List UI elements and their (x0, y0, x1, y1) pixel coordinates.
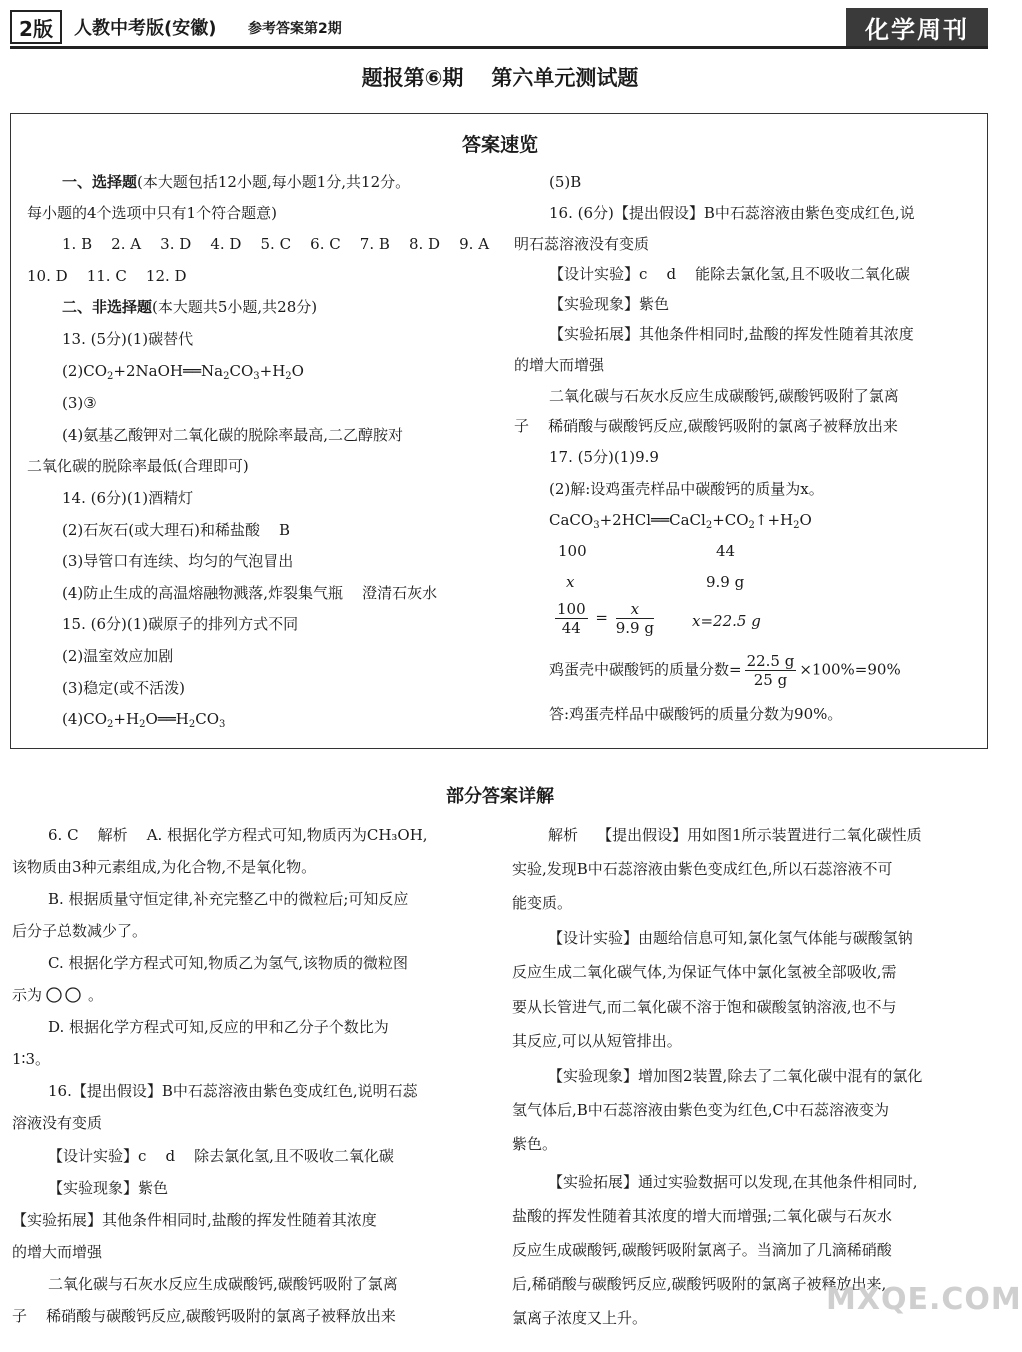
text-line: 子 稀硝酸与碳酸钙反应,碳酸钙吸附的氯离子被释放出来 (12, 1307, 396, 1325)
text-line: (3)导管口有连续、均匀的气泡冒出 (62, 552, 294, 570)
mc-answers-row1: 1. B 2. A 3. D 4. D 5. C 6. C 7. B 8. D 9. A (62, 235, 490, 253)
mc-answers-row2: 10. D 11. C 12. D (27, 267, 187, 285)
text-line: B. 根据质量守恒定律,补充完整乙中的微粒后;可知反应 (48, 890, 409, 908)
proportion-equation: $\frac{100}{44}$ = $\frac{x}{9.9 g}$ (557, 600, 654, 637)
text-line: D. 根据化学方程式可知,反应的甲和乙分子个数比为 (48, 1018, 389, 1036)
text-line: 【设计实验】c d 除去氯化氢,且不吸收二氧化碳 (48, 1147, 394, 1165)
text-line: 解析 【提出假设】用如图1所示装置进行二氧化碳性质 (548, 826, 922, 844)
text-line: 明石蕊溶液没有变质 (514, 235, 650, 253)
stoich-value: 9.9 g (706, 573, 745, 591)
text-line: (4)氨基乙酸钾对二氧化碳的脱除率最高,二乙醇胺对 (62, 426, 404, 444)
text-line: 二氧化碳的脱除率最低(合理即可) (27, 457, 249, 475)
text-line: 每小题的4个选项中只有1个符合题意) (27, 204, 277, 222)
text-line: 【实验拓展】其他条件相同时,盐酸的挥发性随着其浓度 (549, 325, 914, 343)
text-line: 要从长管进气,而二氧化碳不溶于饱和碳酸氢钠溶液,也不与 (512, 998, 897, 1016)
stoich-value: 44 (716, 542, 736, 560)
nonmc-section-heading: 二、非选择题(本大题共5小题,共28分) (62, 298, 318, 316)
title-unit: 第六单元测试题 (491, 66, 639, 90)
text-line: 的增大而增强 (514, 356, 605, 374)
text-line: 17. (5分)(1)9.9 (549, 448, 659, 466)
text-line: 实验,发现B中石蕊溶液由紫色变成红色,所以石蕊溶液不可 (512, 860, 893, 878)
text-line: 能变质。 (512, 894, 573, 912)
edition-label: 人教中考版(安徽) (74, 18, 217, 39)
text-line: 紫色。 (512, 1135, 558, 1153)
text-line: 6. C 解析 A. 根据化学方程式可知,物质丙为CH₃OH, (48, 826, 428, 844)
solution-result: x=22.5 g (692, 612, 761, 630)
text-line: (2)解:设鸡蛋壳样品中碳酸钙的质量为x。 (549, 480, 824, 498)
text-line: (3)稳定(或不活泼) (62, 679, 185, 697)
watermark: MXQE.COM (826, 1282, 1022, 1317)
text-line: (4)防止生成的高温熔融物溅落,炸裂集气瓶 澄清石灰水 (62, 584, 438, 602)
hydrogen-molecule-icon (42, 987, 88, 1003)
text-line: 溶液没有变质 (12, 1114, 103, 1132)
text-line: (3)③ (62, 394, 97, 412)
text-line: 的增大而增强 (12, 1243, 103, 1261)
mc-section-heading: 一、选择题(本大题包括12小题,每小题1分,共12分。 (62, 173, 411, 191)
text-line: 该物质由3种元素组成,为化合物,不是氧化物。 (12, 858, 317, 876)
detail-section-title: 部分答案详解 (446, 786, 554, 807)
text-line: (2)石灰石(或大理石)和稀盐酸 B (62, 521, 291, 539)
text-line: 1∶3。 (12, 1050, 50, 1068)
text-line: 【实验现象】紫色 (549, 295, 670, 313)
answer-overview-title: 答案速览 (461, 134, 538, 156)
text-line: 13. (5分)(1)碳替代 (62, 330, 194, 348)
text-line: 14. (6分)(1)酒精灯 (62, 489, 194, 507)
text-line: 【设计实验】由题给信息可知,氯化氢气体能与碳酸氢钠 (548, 929, 913, 947)
stoich-value: 100 (558, 542, 587, 560)
text-line: 二氧化碳与石灰水反应生成碳酸钙,碳酸钙吸附了氯离 (549, 387, 899, 405)
text-line: 二氧化碳与石灰水反应生成碳酸钙,碳酸钙吸附了氯离 (48, 1275, 398, 1293)
header-rule (10, 46, 988, 49)
text-line: 后分子总数减少了。 (12, 922, 148, 940)
text-line: 【设计实验】c d 能除去氯化氢,且不吸收二氧化碳 (549, 265, 910, 283)
text-line: 【实验拓展】其他条件相同时,盐酸的挥发性随着其浓度 (12, 1211, 377, 1229)
text-line: C. 根据化学方程式可知,物质乙为氢气,该物质的微粒图 (48, 954, 409, 972)
text-line: 子 稀硝酸与碳酸钙反应,碳酸钙吸附的氯离子被释放出来 (514, 417, 898, 435)
text-line: 盐酸的挥发性随着其浓度的增大而增强;二氧化碳与石灰水 (512, 1207, 893, 1225)
text-line: 示为 。 (12, 986, 104, 1004)
text-line: 16.【提出假设】B中石蕊溶液由紫色变成红色,说明石蕊 (48, 1082, 418, 1100)
page-title (0, 62, 1000, 92)
equation-line: $(4)CO_2+H_2O══H_2CO_3$ (62, 710, 226, 730)
text-line: 氯离子浓度又上升。 (512, 1309, 648, 1327)
text-line: 【实验拓展】通过实验数据可以发现,在其他条件相同时, (548, 1173, 918, 1191)
equation-line: $(2)CO_2+2NaOH══Na_2CO_3+H_2O$ (62, 362, 304, 382)
text-line: (2)温室效应加剧 (62, 647, 174, 665)
issue-label: 参考答案第2期 (248, 21, 342, 37)
title-issue: 题报第⑥期 (361, 66, 464, 90)
text-line: 【实验现象】紫色 (48, 1179, 169, 1197)
mass-fraction-equation: 鸡蛋壳中碳酸钙的质量分数= $\frac{22.5 g}{25 g}$ ×100%=90% (549, 652, 901, 689)
text-line: 氢气体后,B中石蕊溶液由紫色变为红色,C中石蕊溶液变为 (512, 1101, 890, 1119)
text-line: 16. (6分)【提出假设】B中石蕊溶液由紫色变成红色,说 (549, 204, 915, 222)
text-line: 【实验现象】增加图2装置,除去了二氧化碳中混有的氯化 (548, 1067, 923, 1085)
text-line: 反应生成二氧化碳气体,为保证气体中氯化氢被全部吸收,需 (512, 963, 897, 981)
text-line: 其反应,可以从短管排出。 (512, 1032, 682, 1050)
stoich-value: x (566, 573, 575, 591)
text-line: (5)B (549, 173, 582, 191)
text-line: 反应生成碳酸钙,碳酸钙吸附氯离子。当滴加了几滴稀硝酸 (512, 1241, 892, 1259)
brand-logo: 化学周刊 (846, 8, 988, 46)
page-number-badge: 2版 (10, 10, 62, 44)
equation-line: $CaCO_3+2HCl══CaCl_2+CO_2↑+H_2O$ (549, 511, 812, 531)
text-line: 15. (6分)(1)碳原子的排列方式不同 (62, 615, 299, 633)
final-answer: 答:鸡蛋壳样品中碳酸钙的质量分数为90%。 (549, 705, 843, 723)
text-line: 后,稀硝酸与碳酸钙反应,碳酸钙吸附的氯离子被释放出来, (512, 1275, 887, 1293)
